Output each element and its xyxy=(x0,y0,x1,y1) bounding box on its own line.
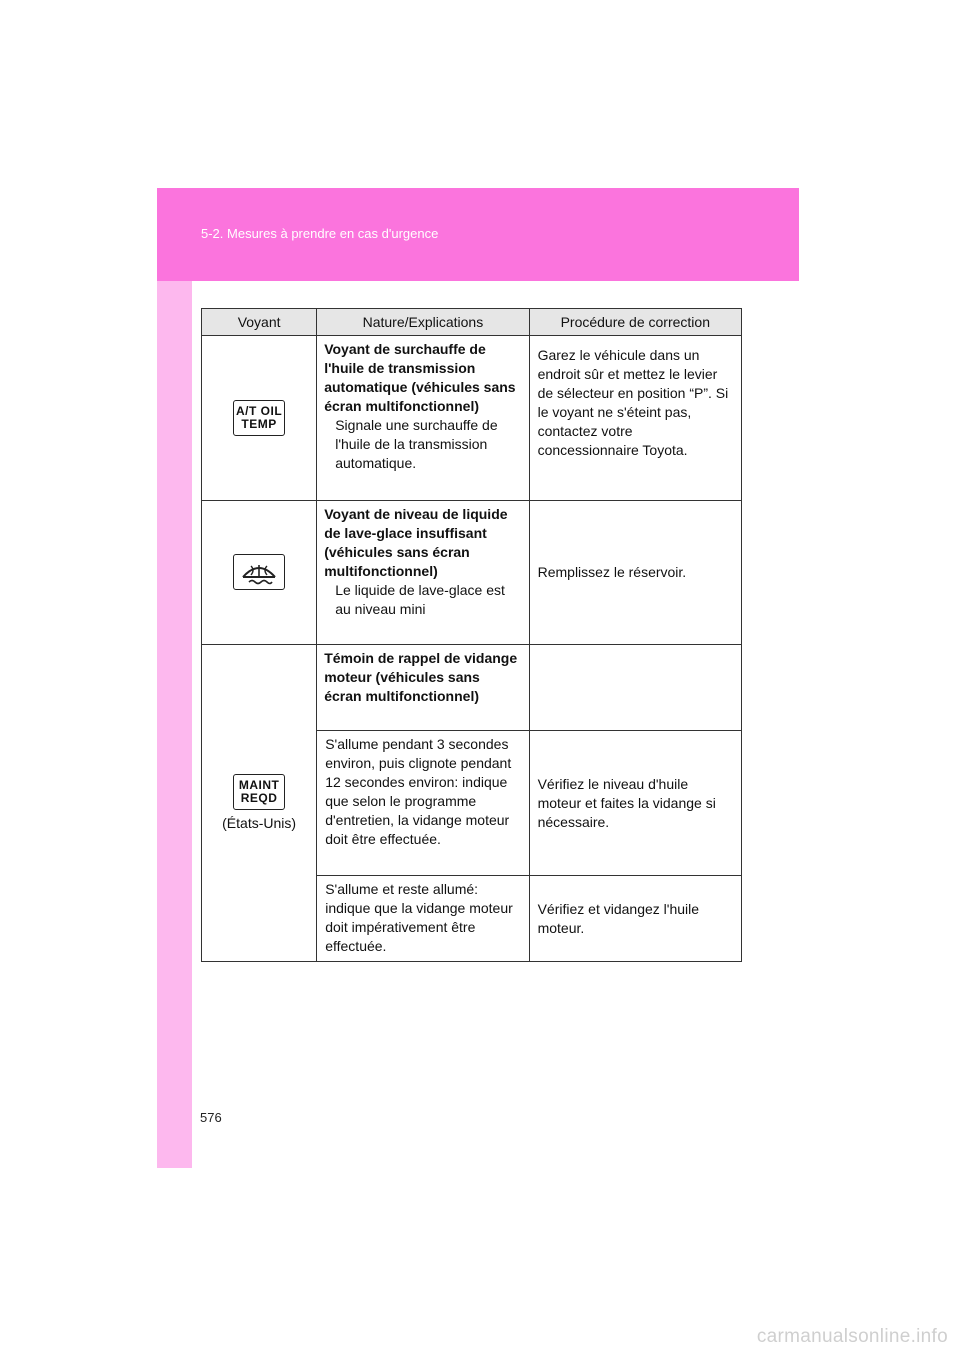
explanation-cell: S'allume et reste allumé: indique que la vidange moteur doit impérativement être effectuée. xyxy=(317,876,529,962)
explanation-cell: S'allume pendant 3 secondes environ, puis clignote pendant 12 secondes environ: indique que selon le programme d'entretien, la vidange moteur doit être effectuée. xyxy=(317,731,529,876)
explanation-cell xyxy=(317,501,529,645)
indicator-title: Voyant de surchauffe de l'huile de transmission automatique (véhicules sans écran multifonctionnel) xyxy=(324,341,516,414)
procedure-cell: Vérifiez et vidangez l'huile moteur. xyxy=(529,876,741,962)
indicator-title: Voyant de niveau de liquide de lave-glace insuffisant (véhicules sans écran multifonctionnel) xyxy=(324,506,508,579)
indicator-cell xyxy=(202,501,317,645)
procedure-cell xyxy=(529,645,741,731)
explanation-cell xyxy=(317,336,529,501)
region-label: (États-Unis) xyxy=(222,814,297,831)
indicator-description: Le liquide de lave-glace est au niveau mini xyxy=(335,582,505,617)
at-oil-temp-icon: A/T OIL TEMP xyxy=(233,400,285,436)
watermark: carmanualsonline.info xyxy=(756,1326,948,1347)
section-title: 5-2. Mesures à prendre en cas d'urgence xyxy=(201,226,439,241)
page-number: 576 xyxy=(200,1110,222,1125)
indicator-title: Témoin de rappel de vidange moteur (véhicules sans écran multifonctionnel) xyxy=(324,650,518,704)
table-row xyxy=(202,645,742,731)
indicator-cell xyxy=(202,645,317,962)
procedure-cell: Remplissez le réservoir. xyxy=(529,501,741,645)
column-header: Nature/Explications xyxy=(317,309,529,336)
procedure-cell: Garez le véhicule dans un endroit sûr et mettez le levier de sélecteur en position “P”. Si le voyant ne s'éteint pas, contactez votre concessionnaire Toyota. xyxy=(529,336,741,501)
indicator-description: Signale une surchauffe de l'huile de la transmission automatique. xyxy=(335,417,498,471)
indicator-table xyxy=(201,308,742,962)
washer-fluid-icon xyxy=(233,554,285,590)
table-row xyxy=(202,501,742,645)
table-row xyxy=(202,336,742,501)
explanation-cell xyxy=(317,645,529,731)
side-strip xyxy=(157,281,192,1168)
column-header: Voyant xyxy=(202,309,317,336)
procedure-cell: Vérifiez le niveau d'huile moteur et faites la vidange si nécessaire. xyxy=(529,731,741,876)
indicator-cell xyxy=(202,336,317,501)
column-header: Procédure de correction xyxy=(529,309,741,336)
table-header-row xyxy=(202,309,742,336)
maint-reqd-icon: MAINT REQD xyxy=(233,774,285,810)
